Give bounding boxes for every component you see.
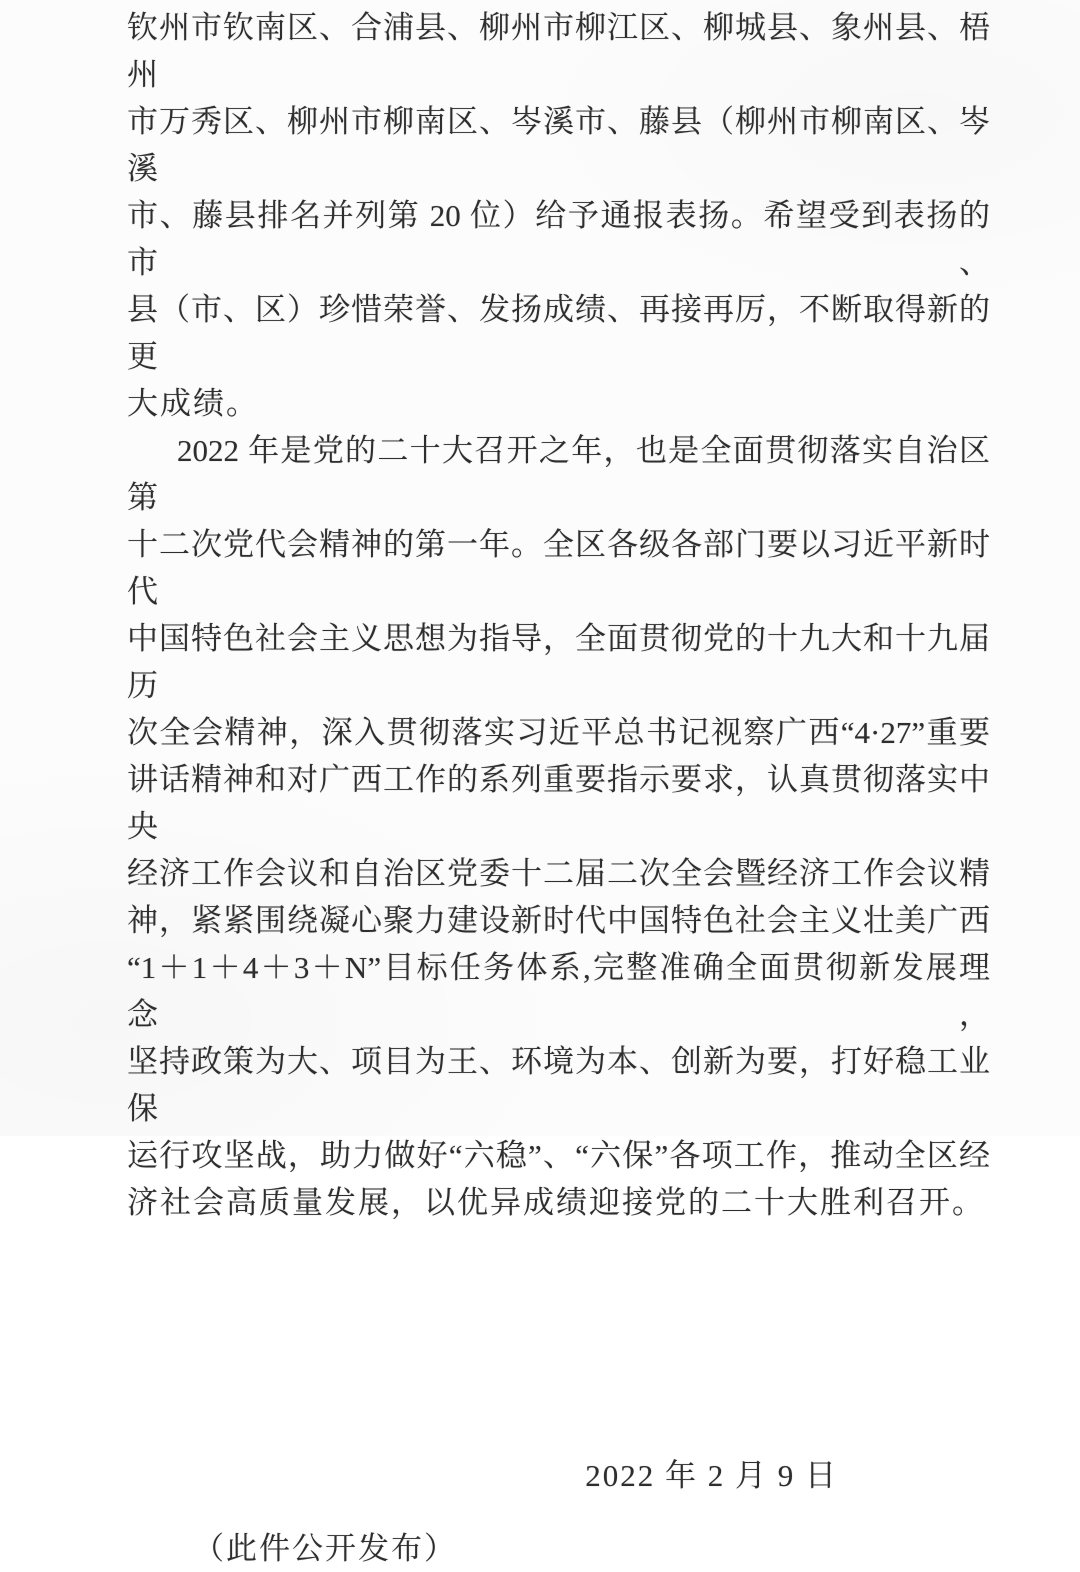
- public-release-note: （此件公开发布）: [193, 1531, 457, 1566]
- text-line: 县（市、区）珍惜荣誉、发扬成绩、再接再厉，不断取得新的更: [127, 292, 990, 374]
- text-line: 钦州市钦南区、合浦县、柳州市柳江区、柳城县、象州县、梧州: [127, 10, 990, 92]
- text-line: 坚持政策为大、项目为王、环境为本、创新为要，打好稳工业保: [127, 1044, 990, 1126]
- text-line: 中国特色社会主义思想为指导，全面贯彻党的十九大和十九届历: [127, 621, 990, 703]
- date-line: 2022 年 2 月 9 日: [585, 1458, 838, 1493]
- text-line: 大成绩。: [127, 386, 259, 421]
- text-line: 2022 年是党的二十大召开之年，也是全面贯彻落实自治区第: [127, 433, 990, 515]
- text-line: 运行攻坚战，助力做好“六稳”、“六保”各项工作，推动全区经: [127, 1138, 990, 1173]
- text-line: 十二次党代会精神的第一年。全区各级各部门要以习近平新时代: [127, 527, 990, 609]
- paragraph-1: [127, 4, 990, 427]
- text-line: 讲话精神和对广西工作的系列重要指示要求，认真贯彻落实中央: [127, 762, 990, 844]
- text-line: 济社会高质量发展，以优异成绩迎接党的二十大胜利召开。: [127, 1185, 985, 1220]
- text-line: 市万秀区、柳州市柳南区、岑溪市、藤县（柳州市柳南区、岑溪: [127, 104, 990, 186]
- text-line: 经济工作会议和自治区党委十二届二次全会暨经济工作会议精: [127, 856, 990, 891]
- body-text-block: [127, 4, 990, 1572]
- text-line: 市、藤县排名并列第 20 位）给予通报表扬。希望受到表扬的市、: [127, 198, 990, 280]
- text-line: 次全会精神，深入贯彻落实习近平总书记视察广西“4·27”重要: [127, 715, 990, 750]
- text-line: 神，紧紧围绕凝心聚力建设新时代中国特色社会主义壮美广西: [127, 903, 990, 938]
- paragraph-2: [127, 427, 990, 1226]
- text-line: “1＋1＋4＋3＋N”目标任务体系,完整准确全面贯彻新发展理念，: [127, 950, 990, 1032]
